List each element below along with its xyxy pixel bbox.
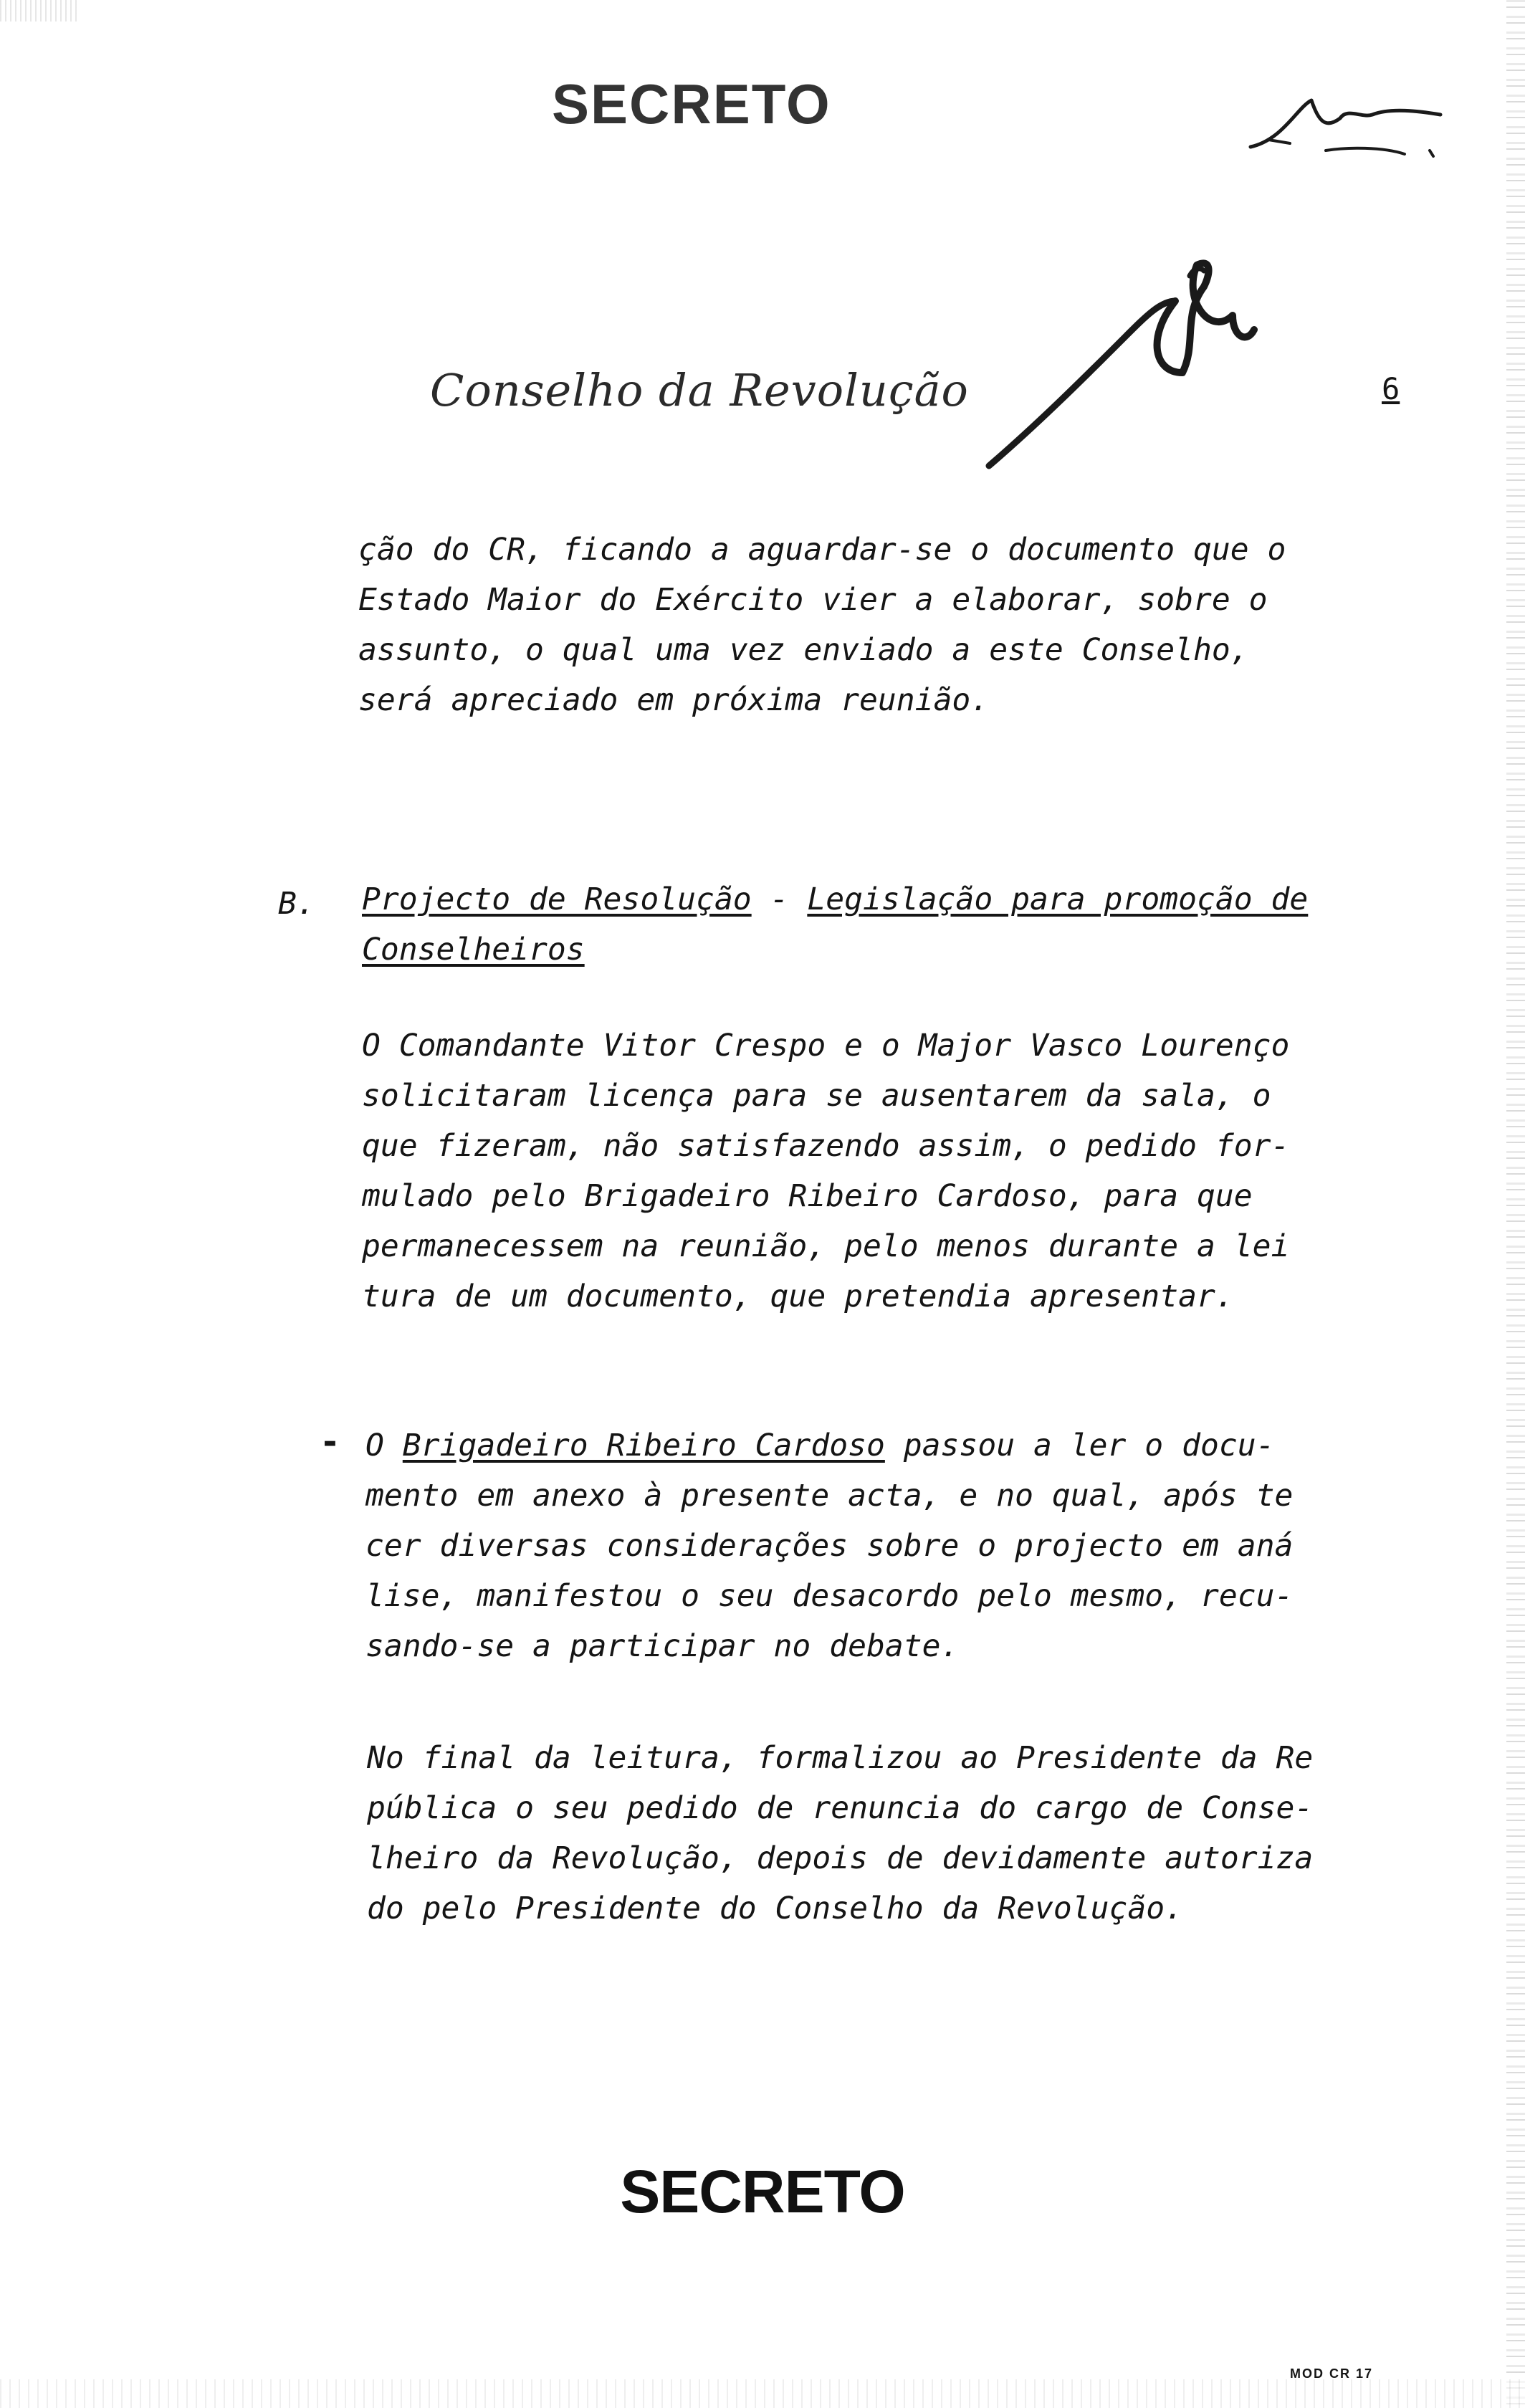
text-line: do pelo Presidente do Conselho da Revolução. [367, 1891, 1184, 1926]
form-code: MOD CR 17 [1290, 2366, 1374, 2381]
letterhead-title: Conselho da Revolução [430, 364, 969, 416]
section-title-subject: Legislação para promoção de [807, 882, 1309, 917]
section-letter: B. [278, 886, 315, 922]
section-heading [362, 874, 1308, 975]
text-line: ção do CR, ficando a aguardar-se o documento que o [358, 532, 1286, 568]
text-line: No final da leitura, formalizou ao Presidente da Re [367, 1740, 1314, 1776]
text-line: mento em anexo à presente acta, e no qual, após te [365, 1478, 1294, 1514]
paragraph-resignation [367, 1733, 1313, 1934]
paragraph-document-reading [365, 1420, 1293, 1671]
text-line: mulado pelo Brigadeiro Ribeiro Cardoso, para que [362, 1178, 1253, 1214]
text-line: Estado Maior do Exército vier a elaborar, sobre o [358, 582, 1268, 618]
intro-paragraph [358, 525, 1286, 725]
signature-mark [989, 301, 1175, 466]
text-line: que fizeram, não satisfazendo assim, o pedido for- [362, 1128, 1290, 1164]
text-line: tura de um documento, que pretendia apresentar. [362, 1279, 1234, 1314]
section-title-separator: - [770, 882, 789, 917]
person-name: Brigadeiro Ribeiro Cardoso [402, 1428, 885, 1463]
classification-stamp-top: SECRETO [552, 72, 831, 135]
paragraph-absence-request [362, 1021, 1289, 1322]
classification-stamp-bottom: SECRETO [620, 2158, 905, 2225]
text-line: assunto, o qual uma vez enviado a este Conselho, [358, 632, 1249, 668]
section-title-resolution: Projecto de Resolução [362, 882, 752, 917]
page-number: 6 [1382, 371, 1400, 406]
text-fragment: O [365, 1428, 384, 1463]
text-line: pública o seu pedido de renuncia do cargo de Conse- [367, 1790, 1314, 1826]
text-line: sando-se a participar no debate. [365, 1628, 960, 1664]
text-line: O Comandante Vitor Crespo e o Major Vasco Lourenço [362, 1028, 1290, 1064]
text-line: solicitaram licença para se ausentarem da sala, o [362, 1078, 1271, 1114]
initials-mark [1251, 100, 1440, 147]
text-fragment: passou a ler o docu- [903, 1428, 1275, 1463]
text-line: será apreciado em próxima reunião. [358, 682, 990, 718]
text-line: permanecessem na reunião, pelo menos durante a lei [362, 1228, 1290, 1264]
text-line: cer diversas considerações sobre o projecto em aná [365, 1528, 1294, 1564]
section-title-continued: Conselheiros [362, 932, 585, 968]
text-line: lise, manifestou o seu desacordo pelo mesmo, recu- [365, 1578, 1294, 1614]
list-bullet: - [320, 1422, 340, 1462]
text-line: lheiro da Revolução, depois de devidamente autoriza [367, 1840, 1314, 1876]
